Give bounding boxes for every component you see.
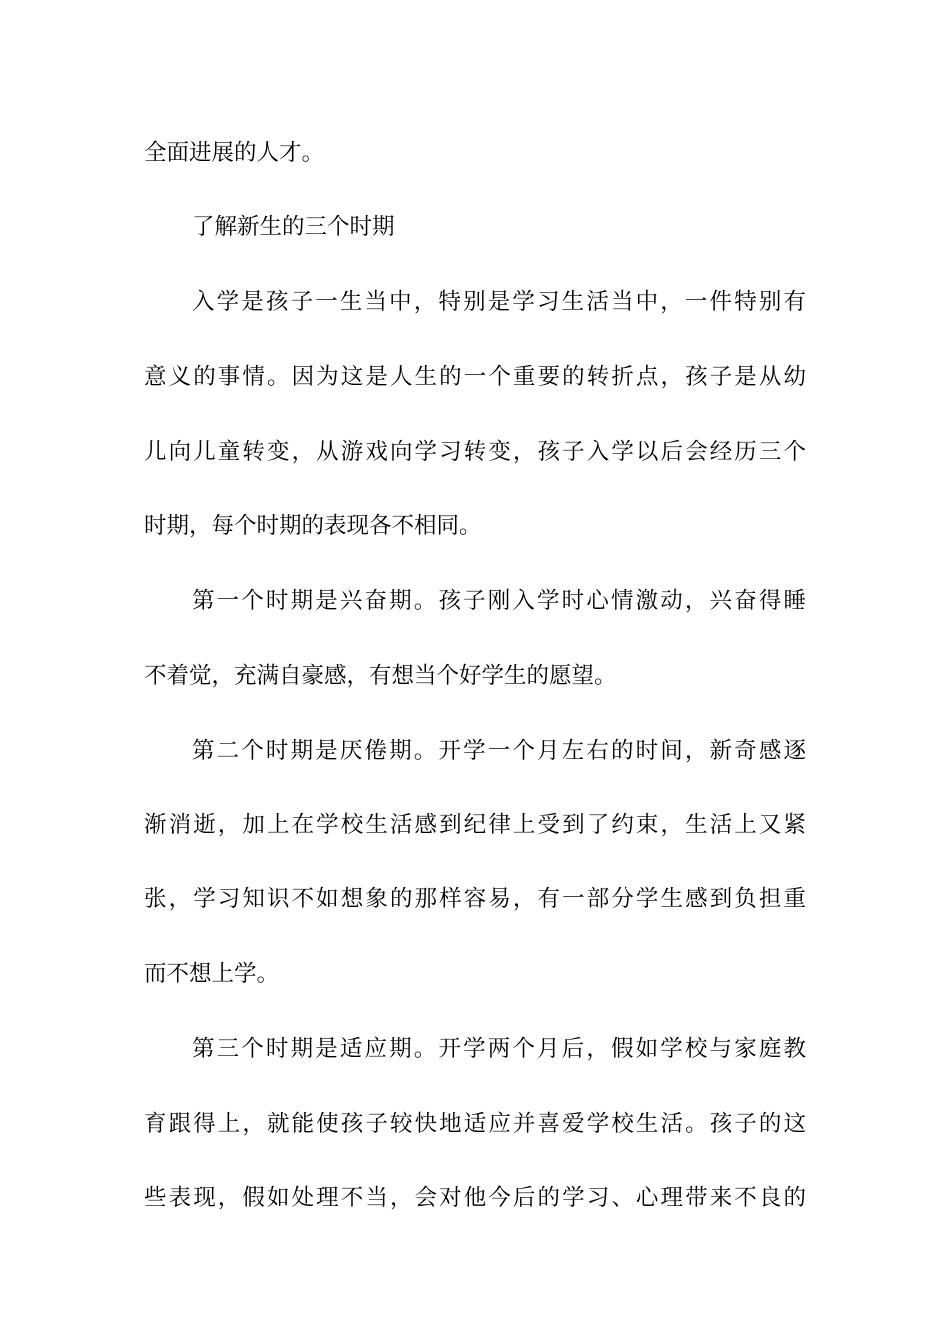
paragraph-4-line-4: 而不想上学。: [144, 961, 280, 987]
paragraph-2-line-2: 意义的事情。因为这是人生的一个重要的转折点，孩子是从幼: [144, 364, 806, 390]
paragraph-2-line-3: 儿向儿童转变，从游戏向学习转变，孩子入学以后会经历三个: [144, 439, 806, 465]
paragraph-3-line-1: 第一个时期是兴奋期。孩子刚入学时心情激动，兴奋得睡: [192, 588, 806, 614]
paragraph-5-line-2: 育跟得上，就能使孩子较快地适应并喜爱学校生活。孩子的这: [144, 1111, 806, 1137]
paragraph-5-line-3: 些表现，假如处理不当，会对他今后的学习、心理带来不良的: [144, 1185, 806, 1211]
paragraph-2-line-1: 入学是孩子一生当中，特别是学习生活当中，一件特别有: [192, 289, 806, 315]
paragraph-1-line-1: 全面进展的人才。: [144, 140, 325, 166]
paragraph-4-line-2: 渐消逝，加上在学校生活感到纪律上受到了约束，生活上又紧: [144, 812, 806, 838]
paragraph-4-line-3: 张，学习知识不如想象的那样容易，有一部分学生感到负担重: [144, 886, 806, 912]
paragraph-5-line-1: 第三个时期是适应期。开学两个月后，假如学校与家庭教: [192, 1036, 806, 1062]
section-heading: 了解新生的三个时期: [192, 214, 395, 240]
paragraph-4-line-1: 第二个时期是厌倦期。开学一个月左右的时间，新奇感逐: [192, 738, 806, 764]
paragraph-2-line-4: 时期，每个时期的表现各不相同。: [144, 513, 482, 539]
paragraph-3-line-2: 不着觉，充满自豪感，有想当个好学生的愿望。: [144, 663, 617, 689]
